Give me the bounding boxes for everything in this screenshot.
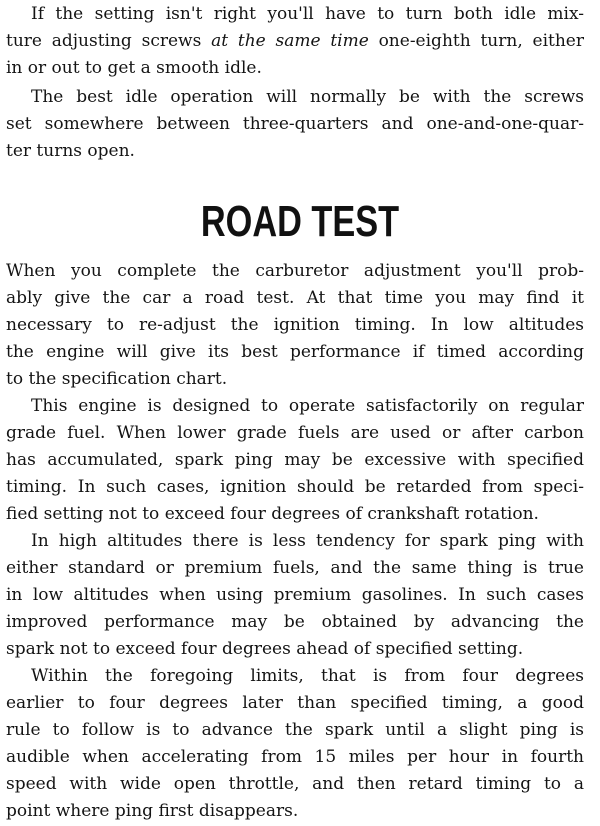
- text-line: either standard or premium fuels, and the same thing is true: [6, 558, 584, 578]
- text-line: [6, 29, 584, 53]
- text-line: to the specification chart.: [6, 369, 228, 389]
- text-line: Within the foregoing limits, that is from four degrees: [31, 666, 584, 686]
- text-line: speed with wide open throttle, and then retard timing to a: [6, 774, 584, 794]
- text-line: This engine is designed to operate satisfactorily on regular: [31, 396, 584, 416]
- text-line: improved performance may be obtained by advancing the: [6, 612, 584, 632]
- emphasis-text: at the same time: [211, 31, 369, 51]
- text-line: set somewhere between three-quarters and one-and-one-quar-: [6, 114, 584, 134]
- text-line: the engine will give its best performance if timed according: [6, 342, 584, 362]
- text-run: ture adjusting screws: [6, 31, 212, 51]
- text-line: necessary to re-adjust the ignition timing. In low altitudes: [6, 315, 584, 335]
- text-line: rule to follow is to advance the spark until a slight ping is: [6, 720, 584, 740]
- text-line: in low altitudes when using premium gasolines. In such cases: [6, 585, 584, 605]
- text-line: The best idle operation will normally be with the screws: [31, 87, 584, 107]
- text-line: ter turns open.: [6, 141, 135, 161]
- text-line: earlier to four degrees later than specified timing, a good: [6, 693, 584, 713]
- text-line: grade fuel. When lower grade fuels are used or after carbon: [6, 423, 584, 443]
- text-line: In high altitudes there is less tendency for spark ping with: [31, 531, 584, 551]
- text-line: fied setting not to exceed four degrees of crankshaft rotation.: [6, 504, 539, 524]
- text-run: one-eighth turn, either: [368, 31, 584, 51]
- text-line: When you complete the carburetor adjustment you'll prob-: [6, 261, 584, 281]
- text-line: audible when accelerating from 15 miles per hour in fourth: [6, 747, 584, 767]
- text-line: ably give the car a road test. At that time you may find it: [6, 288, 584, 308]
- text-line: point where ping first disappears.: [6, 801, 299, 821]
- text-line: timing. In such cases, ignition should be retarded from speci-: [6, 477, 584, 497]
- text-line: has accumulated, spark ping may be excessive with specified: [6, 450, 584, 470]
- section-heading: ROAD TEST: [200, 197, 400, 246]
- text-line: spark not to exceed four degrees ahead of specified setting.: [6, 639, 524, 659]
- text-line: If the setting isn't right you'll have to turn both idle mix-: [31, 4, 584, 24]
- text-line: in or out to get a smooth idle.: [6, 58, 262, 78]
